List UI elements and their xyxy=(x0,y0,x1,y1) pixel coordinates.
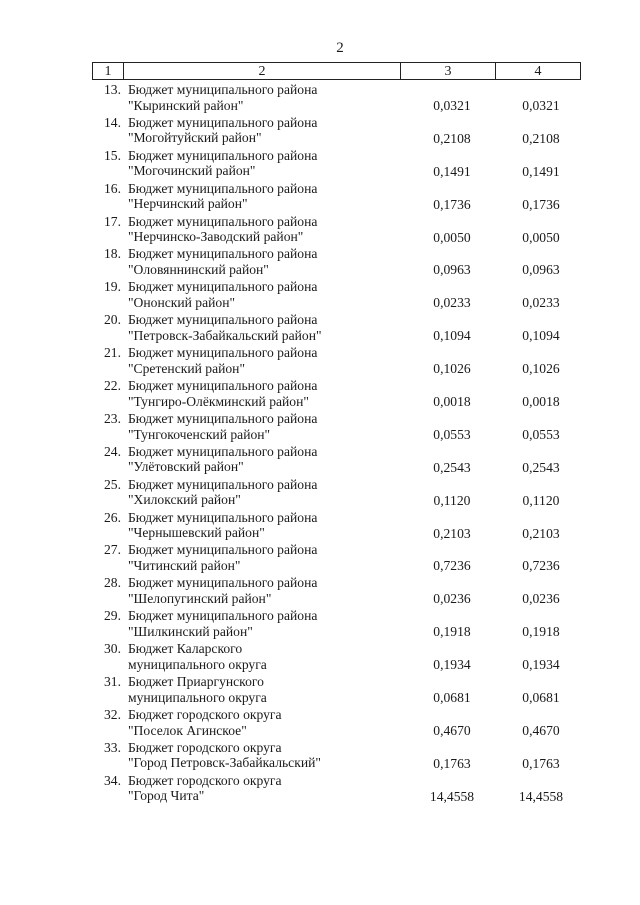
budget-name-line2: "Кыринский район" xyxy=(128,97,244,113)
row-number: 31. xyxy=(104,674,121,690)
budget-name-line1: Бюджет муниципального района xyxy=(128,312,318,328)
budget-name-line1: Бюджет муниципального района xyxy=(128,542,318,558)
budget-name xyxy=(128,82,317,113)
budget-name-line1: Бюджет муниципального района xyxy=(128,378,318,394)
budget-name-line2: "Город Чита" xyxy=(128,788,205,804)
budget-name-line1: Бюджет муниципального района xyxy=(128,443,318,459)
table-row xyxy=(92,738,582,771)
budget-name-line2: "Хилокский район" xyxy=(128,492,241,508)
table-row xyxy=(92,212,582,245)
budget-name xyxy=(128,641,267,672)
row-number: 33. xyxy=(104,739,121,755)
budget-name-line1: Бюджет муниципального района xyxy=(128,410,318,426)
value-column-4: 0,1094 xyxy=(522,328,560,344)
value-column-3: 0,1763 xyxy=(433,755,471,771)
table-header xyxy=(92,62,581,80)
value-column-4: 0,1918 xyxy=(522,624,560,640)
budget-name-line1: Бюджет городского округа xyxy=(128,706,282,722)
value-column-4: 0,0233 xyxy=(522,295,560,311)
value-column-3: 0,0233 xyxy=(433,295,471,311)
budget-name xyxy=(128,378,317,409)
budget-name-line2: "Поселок Агинское" xyxy=(128,722,247,738)
value-column-4: 0,4670 xyxy=(522,722,560,738)
budget-name-line2: "Оловяннинский район" xyxy=(128,262,269,278)
table-row xyxy=(92,672,582,705)
budget-name-line2: муниципального округа xyxy=(128,656,267,672)
value-column-3: 0,2108 xyxy=(433,130,471,146)
row-number: 19. xyxy=(104,279,121,295)
value-column-4: 0,0236 xyxy=(522,591,560,607)
value-column-3: 0,0963 xyxy=(433,262,471,278)
row-number: 15. xyxy=(104,147,121,163)
value-column-4: 0,1120 xyxy=(522,492,560,508)
budget-name-line1: Бюджет муниципального района xyxy=(128,246,318,262)
budget-name-line1: Бюджет Каларского xyxy=(128,641,243,657)
budget-name-line1: Бюджет городского округа xyxy=(128,772,282,788)
budget-name xyxy=(128,510,317,541)
value-column-4: 0,1763 xyxy=(522,755,560,771)
budget-name xyxy=(128,444,317,475)
value-column-3: 14,4558 xyxy=(429,788,475,804)
row-number: 25. xyxy=(104,476,121,492)
budget-name-line1: Бюджет Приаргунского xyxy=(128,674,264,690)
row-number: 23. xyxy=(104,410,121,426)
budget-name-line1: Бюджет муниципального района xyxy=(128,213,318,229)
value-column-3: 0,1026 xyxy=(433,361,471,377)
row-number: 14. xyxy=(104,114,121,130)
budget-name-line2: "Шилкинский район" xyxy=(128,623,253,639)
budget-name-line2: "Ононский район" xyxy=(128,294,236,310)
row-number: 29. xyxy=(104,608,121,624)
budget-name-line2: "Нерчинско-Заводский район" xyxy=(128,229,304,245)
value-column-3: 0,2543 xyxy=(433,459,471,475)
budget-name xyxy=(128,542,317,573)
budget-name xyxy=(128,181,317,212)
budget-name-line2: "Город Петровск-Забайкальский" xyxy=(128,755,321,771)
column-header-4: 4 xyxy=(496,63,581,80)
row-number: 34. xyxy=(104,772,121,788)
row-number: 20. xyxy=(104,312,121,328)
budget-name xyxy=(128,279,317,310)
row-number: 24. xyxy=(104,443,121,459)
budget-name xyxy=(128,575,317,606)
value-column-3: 0,2103 xyxy=(433,525,471,541)
value-column-3: 0,0050 xyxy=(433,229,471,245)
table-row xyxy=(92,508,582,541)
budget-name xyxy=(128,411,317,442)
page-number: 2 xyxy=(336,40,344,56)
value-column-3: 0,0553 xyxy=(433,426,471,442)
value-column-3: 0,1918 xyxy=(433,624,471,640)
column-header-1: 1 xyxy=(93,63,124,80)
value-column-3: 0,1094 xyxy=(433,328,471,344)
row-number: 17. xyxy=(104,213,121,229)
row-number: 30. xyxy=(104,641,121,657)
budget-name-line2: "Улётовский район" xyxy=(128,459,244,475)
value-column-3: 0,1120 xyxy=(433,492,471,508)
budget-name-line2: "Читинский район" xyxy=(128,558,241,574)
table-row xyxy=(92,606,582,639)
value-column-3: 0,4670 xyxy=(433,722,471,738)
value-column-3: 0,0681 xyxy=(433,690,471,706)
budget-name-line2: "Тунгиро-Олёкминский район" xyxy=(128,393,309,409)
value-column-3: 0,1491 xyxy=(433,163,471,179)
value-column-3: 0,1934 xyxy=(433,657,471,673)
budget-name-line1: Бюджет муниципального района xyxy=(128,114,318,130)
table-row xyxy=(92,540,582,573)
budget-name xyxy=(128,608,317,639)
row-number: 18. xyxy=(104,246,121,262)
value-column-3: 0,7236 xyxy=(433,558,471,574)
budget-name-line2: муниципального округа xyxy=(128,689,267,705)
value-column-4: 0,1736 xyxy=(522,196,560,212)
row-number: 16. xyxy=(104,180,121,196)
budget-name xyxy=(128,707,282,738)
column-header-3: 3 xyxy=(401,63,496,80)
budget-name xyxy=(128,740,321,771)
budget-name-line2: "Шелопугинский район" xyxy=(128,590,272,606)
budget-name-line1: Бюджет муниципального района xyxy=(128,180,318,196)
row-number: 28. xyxy=(104,575,121,591)
table-row xyxy=(92,277,582,310)
value-column-4: 0,0321 xyxy=(522,98,560,113)
table-row xyxy=(92,475,582,508)
value-column-3: 0,0321 xyxy=(433,98,471,113)
value-column-3: 0,0018 xyxy=(433,394,471,410)
value-column-4: 0,1934 xyxy=(522,657,560,673)
budget-name xyxy=(128,148,317,179)
row-number: 32. xyxy=(104,706,121,722)
budget-name xyxy=(128,674,267,705)
table-row xyxy=(92,705,582,738)
table-row xyxy=(92,80,582,113)
row-number: 22. xyxy=(104,378,121,394)
budget-name xyxy=(128,214,317,245)
value-column-4: 0,0018 xyxy=(522,394,560,410)
table-row xyxy=(92,310,582,343)
budget-name-line1: Бюджет муниципального района xyxy=(128,345,318,361)
table-row xyxy=(92,179,582,212)
budget-name-line1: Бюджет муниципального района xyxy=(128,476,318,492)
table-row xyxy=(92,376,582,409)
column-header-2: 2 xyxy=(124,63,401,80)
value-column-4: 0,2103 xyxy=(522,525,560,541)
budget-name-line1: Бюджет муниципального района xyxy=(128,279,318,295)
budget-name-line2: "Могочинский район" xyxy=(128,163,256,179)
table-row xyxy=(92,409,582,442)
budget-name xyxy=(128,246,317,277)
table-row xyxy=(92,146,582,179)
budget-name-line1: Бюджет городского округа xyxy=(128,739,282,755)
budget-name-line2: "Петровск-Забайкальский район" xyxy=(128,327,322,343)
budget-name-line2: "Нерчинский район" xyxy=(128,196,248,212)
value-column-3: 0,0236 xyxy=(433,591,471,607)
budget-name xyxy=(128,477,317,508)
budget-name-line1: Бюджет муниципального района xyxy=(128,82,318,97)
table-row xyxy=(92,442,582,475)
value-column-4: 0,0553 xyxy=(522,426,560,442)
budget-name-line1: Бюджет муниципального района xyxy=(128,147,318,163)
budget-name-line2: "Могойтуйский район" xyxy=(128,130,262,146)
budget-name-line2: "Сретенский район" xyxy=(128,360,246,376)
budget-name-line1: Бюджет муниципального района xyxy=(128,608,318,624)
value-column-4: 0,0681 xyxy=(522,690,560,706)
row-number: 13. xyxy=(104,82,121,97)
budget-name-line1: Бюджет муниципального района xyxy=(128,575,318,591)
table-row xyxy=(92,771,582,804)
value-column-4: 14,4558 xyxy=(518,788,564,804)
value-column-4: 0,1491 xyxy=(522,163,560,179)
table-row xyxy=(92,639,582,672)
value-column-4: 0,2108 xyxy=(522,130,560,146)
budget-name-line2: "Чернышевский район" xyxy=(128,525,265,541)
budget-name-line2: "Тунгокоченский район" xyxy=(128,426,271,442)
budget-name xyxy=(128,773,282,804)
value-column-3: 0,1736 xyxy=(433,196,471,212)
row-number: 21. xyxy=(104,345,121,361)
table-row xyxy=(92,244,582,277)
value-column-4: 0,2543 xyxy=(522,459,560,475)
row-number: 26. xyxy=(104,509,121,525)
budget-name xyxy=(128,115,317,146)
value-column-4: 0,7236 xyxy=(522,558,560,574)
row-number: 27. xyxy=(104,542,121,558)
table-row xyxy=(92,573,582,606)
budget-name xyxy=(128,312,322,343)
budget-name-line1: Бюджет муниципального района xyxy=(128,509,318,525)
table-body xyxy=(92,80,582,804)
budget-name xyxy=(128,345,317,376)
value-column-4: 0,0963 xyxy=(522,262,560,278)
table-row xyxy=(92,113,582,146)
table-row xyxy=(92,343,582,376)
value-column-4: 0,0050 xyxy=(522,229,560,245)
value-column-4: 0,1026 xyxy=(522,361,560,377)
